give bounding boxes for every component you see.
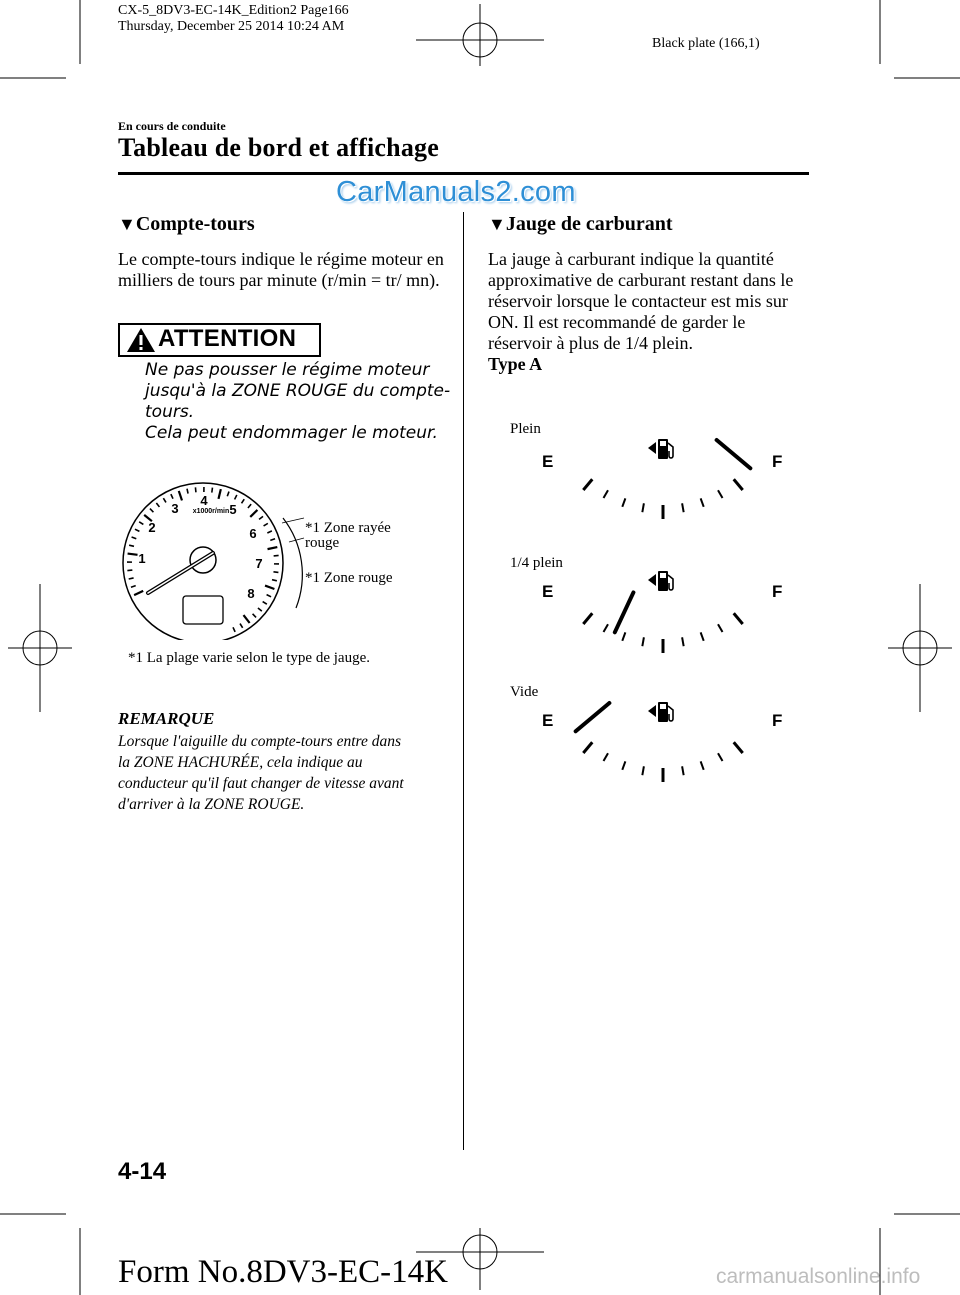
tach-tick [267,595,271,597]
tach-tick [263,602,267,605]
gauge-tick [734,479,743,490]
gauge-tick [604,624,609,632]
heading-marker: ▼ [118,214,136,234]
gauge-tick [701,498,704,506]
tachometer-illustration [118,480,308,640]
tach-intro: Le compte-tours indique le régime moteur en milliers de tours par minute (r/min = tr/ mn). [118,249,444,290]
tach-tick [227,492,229,497]
fuel-text-line-2: approximative de carburant restant dans le [488,270,794,290]
tach-number-1: 1 [138,551,146,566]
column-divider [463,212,464,1150]
tach-tick [179,491,182,500]
remark-line-1: Lorsque l'aiguille du compte-tours entre dans [118,733,402,750]
tach-tick [163,498,166,502]
chapter-title: Tableau de bord et affichage [118,133,439,162]
gauge-ticks [583,613,742,653]
attention-line-3: tours. [145,402,195,422]
gauge-tick [701,632,704,640]
tach-tick [248,504,251,508]
attention-label: ATTENTION [158,325,297,352]
full-letter: F [772,711,783,730]
gauge-tick [701,761,704,769]
tach-number-2: 2 [148,520,156,535]
gauge-tick [642,766,644,775]
fuel-gauge-empty [538,698,788,788]
header-rule [118,172,809,175]
tach-tick [150,509,153,513]
tach-tick [235,495,237,499]
footer-watermark[interactable]: carmanualsonline.info [716,1265,921,1288]
fuel-needle [717,440,751,468]
gauge-tick [583,613,592,624]
tach-tick [187,489,188,494]
gauge-tick [583,479,592,490]
section-label: En cours de conduite [118,119,226,133]
attention-line-1: Ne pas pousser le régime moteur [145,360,430,380]
tach-scale-label: x1000r/min [192,508,230,515]
gauge-tick [583,742,592,753]
gauge-tick [642,503,644,512]
fuel-text-line-5: réservoir à plus de 1/4 plein. [488,333,693,353]
tach-tick [270,539,275,541]
fuel-pump-icon [648,571,673,591]
tach-tick [134,591,143,595]
tach-tick [259,516,263,519]
tach-tick [135,529,139,531]
gauge-tick [734,742,743,753]
gauge-tick [622,632,625,640]
fuel-pump-icon [648,439,673,459]
fuel-needle [576,703,610,731]
doc-id: CX-5_8DV3-EC-14K_Edition2 Page166 [118,3,349,18]
fuel-heading-text: Jauge de carburant [505,213,673,235]
tach-heading [118,213,255,236]
tach-number-8: 8 [247,586,255,601]
gauge-tick [718,753,723,761]
remark-line-2: la ZONE HACHURÉE, cela indique au [118,754,363,771]
gauge-ticks [583,479,742,519]
remark-line-4: d'arriver à la ZONE ROUGE. [118,796,305,813]
attention-box [118,323,321,357]
tach-tick [129,578,134,579]
fuel-needle [615,592,634,632]
type-label: Type A [488,354,543,374]
gauge-label-full: Plein [510,421,541,437]
gauge-tick [622,761,625,769]
tach-number-3: 3 [171,501,179,516]
tach-tick [250,510,257,517]
tach-number-4: 4 [200,493,208,508]
gauge-tick [604,753,609,761]
tach-tick [212,488,213,493]
tach-number-6: 6 [249,526,257,541]
heading-marker: ▼ [488,214,506,234]
callout-red-zone: *1 Zone rouge [305,570,393,586]
fuel-gauge-quarter [538,569,788,659]
fuel-gauge-full [538,435,788,525]
tach-number-7: 7 [255,556,263,571]
callout-striped-zone-1: *1 Zone rayée [305,520,391,536]
tach-tick [129,545,134,546]
tach-number-5: 5 [229,502,237,517]
attention-line-4: Cela peut endommager le moteur. [145,423,438,443]
remark-title: REMARQUE [118,709,215,728]
red-zone-arc [283,518,302,608]
fuel-pump-icon [648,702,673,722]
tach-tick [139,522,143,525]
watermark-top[interactable]: CarManuals2.com [336,176,576,208]
tach-tick [264,523,268,526]
tach-tick [253,614,256,618]
empty-letter: E [542,582,554,601]
form-number: Form No.8DV3-EC-14K [118,1254,448,1290]
tach-tick [273,572,278,573]
gauge-tick [718,490,723,498]
gauge-tick [604,490,609,498]
fuel-heading [488,213,673,236]
tach-tick [267,531,272,533]
tach-tick [233,627,235,632]
gauge-tick [718,624,723,632]
attention-line-2: jusqu'à la ZONE ROUGE du compte- [145,381,451,401]
warning-triangle-icon [126,327,156,353]
tach-heading-text: Compte-tours [135,213,255,235]
gauge-tick [682,637,684,646]
empty-letter: E [542,711,554,730]
tach-tick [272,580,277,581]
callout-striped-zone-2: rouge [305,535,340,551]
doc-date: Thursday, December 25 2014 10:24 AM [118,19,345,34]
tach-tick [132,537,137,539]
gauge-tick [642,637,644,646]
full-letter: F [772,582,783,601]
tach-tick [218,489,220,499]
fuel-text-line-3: réservoir lorsque le contacteur est mis sur [488,291,788,311]
tach-tick [268,547,278,549]
gauge-tick [734,613,743,624]
gauge-ticks [583,742,742,782]
page-number: 4-14 [118,1158,167,1185]
fuel-text-line-1: La jauge à carburant indique la quantité [488,249,774,269]
tach-tick [131,586,136,588]
tach-tick [128,554,138,555]
tach-tick [244,615,250,623]
tach-tick [156,503,159,507]
empty-letter: E [542,452,554,471]
tach-tick [265,586,274,589]
gauge-tick [682,503,684,512]
tach-display [183,596,223,624]
fuel-text-line-4: ON. Il est recommandé de garder le [488,312,746,332]
gauge-label-empty: Vide [510,684,539,700]
gauge-label-quarter: 1/4 plein [510,555,563,571]
tach-tick [240,624,243,628]
tach-tick [242,499,245,503]
tach-footnote: *1 La plage varie selon le type de jauge. [128,650,370,666]
tach-tick [258,608,262,611]
plate-info: Black plate (166,1) [652,36,760,51]
remark-line-3: conducteur qu'il faut changer de vitesse avant [118,775,404,792]
gauge-tick [622,498,625,506]
gauge-tick [682,766,684,775]
full-letter: F [772,452,783,471]
tach-tick [171,494,173,499]
